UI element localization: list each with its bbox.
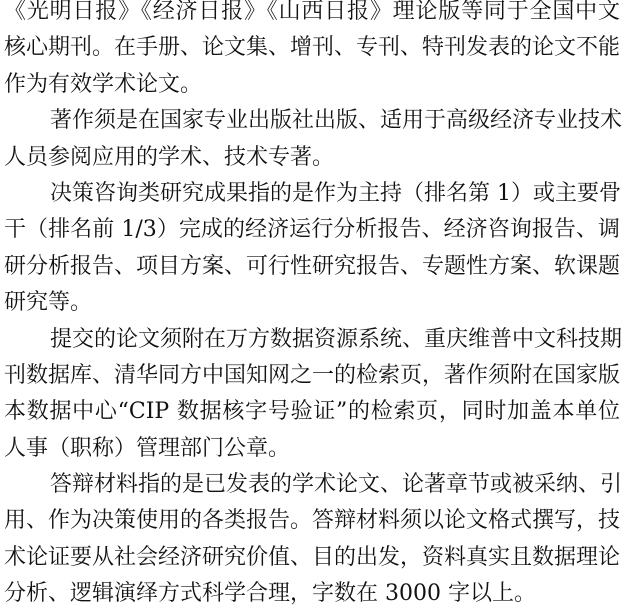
paragraph [4,176,620,322]
text-line: 研分析报告、项目方案、可行性研究报告、专题性方案、软课题 [4,253,621,279]
text-line: 《光明日报》《经济日报》《山西日报》理论版等同于全国中文 [4,0,620,24]
text-line: 人事（职称）管理部门公章。 [4,435,291,461]
text-line: 答辩材料指的是已发表的学术论文、论著章节或被采纳、引 [50,472,623,498]
text-line: 用、作为决策使用的各类报告。答辩材料须以论文格式撰写，技 [4,508,621,534]
text-line: 分析、逻辑演绎方式科学合理，字数在 3000 字以上。 [4,581,536,607]
text-line: 决策咨询类研究成果指的是作为主持（排名第 1）或主要骨 [50,180,621,206]
text-line: 人员参阅应用的学术、技术专著。 [4,144,335,170]
paragraph [4,467,623,613]
document-body [4,0,623,613]
paragraph [4,0,620,103]
text-line: 刊数据库、清华同方中国知网之一的检索页，著作须附在国家版 [4,362,621,388]
text-line: 核心期刊。在手册、论文集、增刊、专刊、特刊发表的论文不能 [4,35,621,61]
text-line: 本数据中心“CIP 数据核字号验证”的检索页，同时加盖本单位 [4,399,620,425]
text-line: 研究等。 [4,290,93,316]
text-line: 术论证要从社会经济研究价值、目的出发，资料真实且数据理论 [4,544,621,570]
text-line: 作为有效学术论文。 [4,71,203,97]
text-line: 著作须是在国家专业出版社出版、适用于高级经济专业技术 [50,108,623,134]
paragraph [4,103,623,176]
text-line: 提交的论文须附在万方数据资源系统、重庆维普中文科技期 [50,326,623,352]
text-line: 干（排名前 1/3）完成的经济运行分析报告、经济咨询报告、调 [4,217,620,243]
paragraph [4,322,623,468]
